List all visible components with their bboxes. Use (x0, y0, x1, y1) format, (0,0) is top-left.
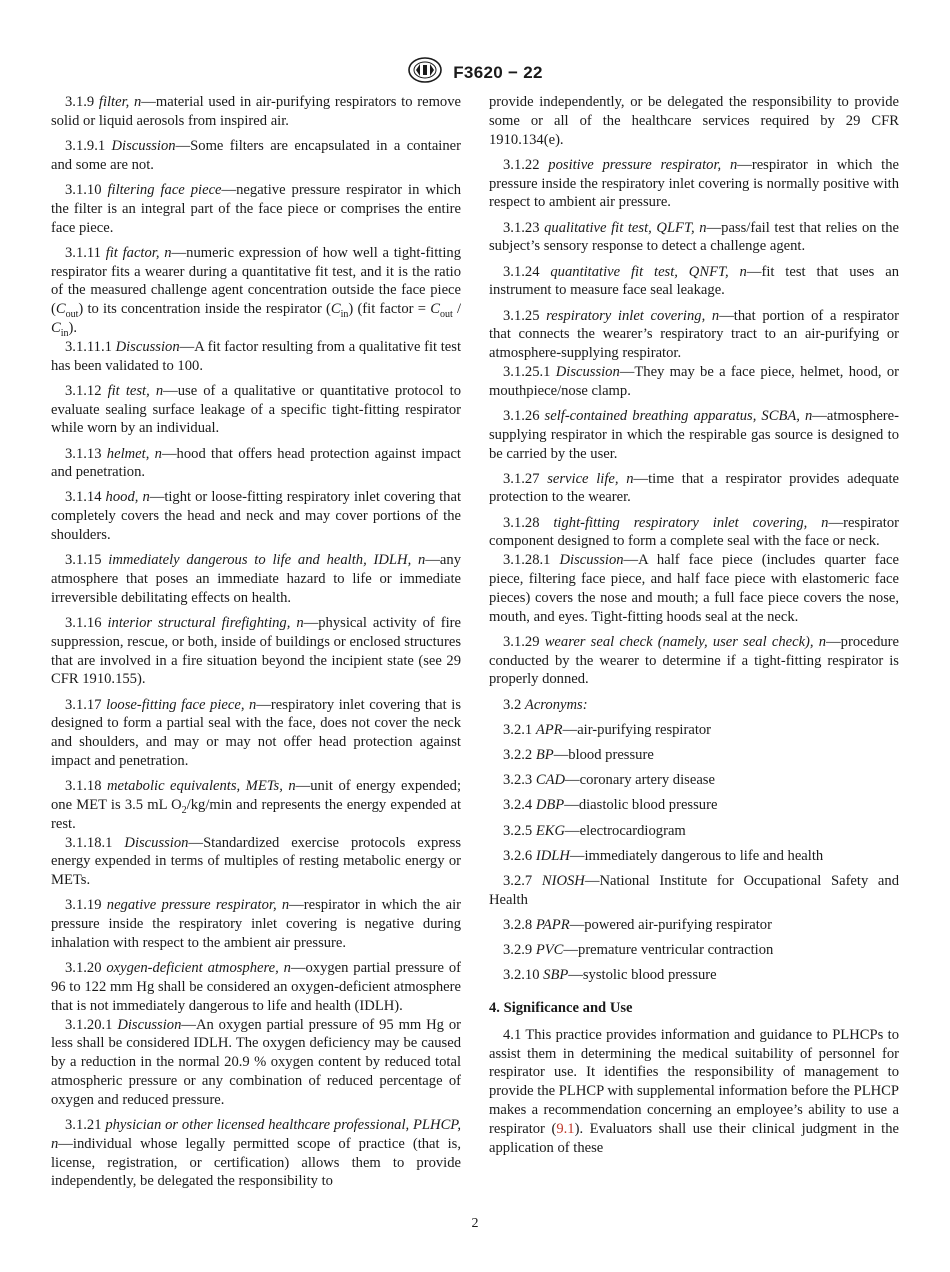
acronym-3-2-3: 3.2.3 CAD—coronary artery disease (503, 772, 715, 789)
def-3-1-11-1: 3.1.11.1 Discussion—A fit factor resulting from a qualitative fit test has been validated to 100. (51, 338, 461, 374)
left-column (51, 93, 461, 1198)
reference-link-9-1[interactable]: 9.1 (556, 1120, 575, 1137)
def-3-1-29: 3.1.29 wearer seal check (namely, user seal check), n—procedure conducted by the wearer to determine if a tight-fitting respirator is properly donned. (489, 633, 899, 688)
def-3-1-25: 3.1.25 respiratory inlet covering, n—that portion of a respirator that connects the wearer’s respiratory tract to an air-purifying or atmosphere-supplying respirator. (489, 307, 899, 362)
def-3-1-9-1: 3.1.9.1 Discussion—Some filters are encapsulated in a container and some are not. (51, 137, 461, 173)
def-3-1-10: 3.1.10 filtering face piece—negative pressure respirator in which the filter is an integral part of the face piece or comprises the entire face piece. (51, 181, 461, 236)
def-3-1-9: 3.1.9 filter, n—material used in air-purifying respirators to remove solid or liquid aerosols from inspired air. (51, 94, 461, 129)
acronym-3-2-8: 3.2.8 PAPR—powered air-purifying respirator (503, 916, 772, 933)
acronym-3-2-6: 3.2.6 IDLH—immediately dangerous to life and health (503, 847, 824, 864)
acronym-3-2-10: 3.2.10 SBP—systolic blood pressure (503, 967, 717, 984)
section-4-heading: 4. Significance and Use (489, 1000, 633, 1017)
acronym-3-2-7: 3.2.7 NIOSH—National Institute for Occupational Safety and Health (489, 872, 899, 908)
acronym-3-2-1: 3.2.1 APR—air-purifying respirator (503, 721, 712, 738)
page-number: 2 (471, 1216, 479, 1231)
def-3-1-24: 3.1.24 quantitative fit test, QNFT, n—fit test that uses an instrument to measure face seal leakage. (489, 263, 899, 299)
acronym-3-2-9: 3.2.9 PVC—premature ventricular contraction (503, 942, 774, 959)
def-3-1-15: 3.1.15 immediately dangerous to life and health, IDLH, n—any atmosphere that poses an immediate hazard to life or immediate irreversible debilitating effects on health. (51, 552, 461, 606)
astm-logo-icon (407, 56, 443, 89)
def-3-1-20-1: 3.1.20.1 Discussion—An oxygen partial pressure of 95 mm Hg or less shall be considered IDLH. The oxygen deficiency may be caused by a reduction in the normal 20.9 % oxygen content by reduced total atmospheric pressure or any combination of reduced percentage of oxygen and reduced pressure. (51, 1016, 461, 1108)
def-3-1-11: 3.1.11 fit factor, n—numeric expression of how well a tight-fitting respirator fits a wearer during a quantitative fit test, and it is the ratio of the measured challenge agent concentration outside the face piece $(C_{out})$ to its concentration inside the respirator $(C_{in})$ (fit factor = $C_{out} / C_{in}$). (51, 244, 461, 339)
def-3-1-26: 3.1.26 self-contained breathing apparatus, SCBA, n—atmosphere-supplying respirator in which the respirable gas source is designed to be carried by the user. (489, 407, 900, 462)
page-header (0, 56, 950, 89)
def-3-1-23: 3.1.23 qualitative fit test, QLFT, n—pass/fail test that relies on the subject’s sensory response to detect a challenge agent. (489, 219, 899, 255)
def-3-1-27: 3.1.27 service life, n—time that a respirator provides adequate protection to the wearer. (489, 470, 899, 506)
def-3-1-19: 3.1.19 negative pressure respirator, n—respirator in which the air pressure inside the respiratory inlet covering is negative during inhalation with respect to the ambient air pressure. (51, 897, 461, 951)
def-3-1-21-continued: provide independently, or be delegated the responsibility to provide some or all of the healthcare services required by 29 CFR 1910.134(e). (489, 94, 899, 148)
def-3-1-28-1: 3.1.28.1 Discussion—A half face piece (includes quarter face piece, filtering face piece, and half face piece with elastomeric face pieces) covers the nose and mouth; a full face piece covers the nose, mouth, and eyes. Tight-fitting hoods seal at the neck. (489, 552, 899, 625)
def-3-1-16: 3.1.16 interior structural firefighting, n—physical activity of fire suppression, rescue, or both, inside of buildings or enclosed structures that are involved in a fire situation beyond the incipient state (see 29 CFR 1910.155). (51, 615, 461, 688)
acronym-3-2-2: 3.2.2 BP—blood pressure (503, 747, 654, 763)
def-3-1-28: 3.1.28 tight-fitting respiratory inlet covering, n—respirator component designed to form a complete seal with the face or neck. (489, 514, 899, 550)
acronyms-heading: 3.2 Acronyms: (503, 696, 588, 713)
def-3-1-21: 3.1.21 physician or other licensed healthcare professional, PLHCP, n—individual whose legally permitted scope of practice (that is, license, registration, or certification) allows them to provide independently, be delegated the responsibility to (51, 1116, 461, 1190)
document-code: F3620 − 22 (453, 62, 543, 82)
section-4-1: 4.1 This practice provides information and guidance to PLHCPs to assist them in determining the medical suitability of personnel for respirator use. It identifies the responsibility of management to provide the PLHCP with supplemental information before the PLHCP makes a recommendation concerning an employee’s ability to use a respirator (9.1). Evaluators shall use their clinical judgment in the application of these (489, 1026, 899, 1156)
def-3-1-17: 3.1.17 loose-fitting face piece, n—respiratory inlet covering that is designed to form a partial seal with the face, does not cover the neck and shoulders, and may or may not offer head protection against impact and penetration. (51, 696, 462, 770)
def-3-1-18-1: 3.1.18.1 Discussion—Standardized exercise protocols express energy expended in terms of multiples of resting metabolic energy or METs. (51, 834, 461, 889)
def-3-1-12: 3.1.12 fit test, n—use of a qualitative or quantitative protocol to evaluate sealing surface leakage of a specific tight-fitting respirator while worn by an individual. (51, 382, 461, 437)
def-3-1-20: 3.1.20 oxygen-deficient atmosphere, n—oxygen partial pressure of 96 to 122 mm Hg shall be considered an oxygen-deficient atmosphere that is not immediately dangerous to life and health (IDLH). (51, 960, 461, 1014)
def-3-1-18: 3.1.18 metabolic equivalents, METs, n—unit of energy expended; one MET is 3.5 mL $O_2/kg/\min$ and represents the energy expended at rest. (51, 778, 462, 832)
right-column (489, 93, 899, 1164)
def-3-1-22: 3.1.22 positive pressure respirator, n—respirator in which the pressure inside the respiratory inlet covering is normally positive with respect to ambient air pressure. (489, 156, 899, 211)
acronym-3-2-4: 3.2.4 DBP—diastolic blood pressure (503, 797, 718, 814)
def-3-1-14: 3.1.14 hood, n—tight or loose-fitting respiratory inlet covering that completely covers the head and neck and may cover portions of the shoulders. (51, 489, 461, 544)
acronym-3-2-5: 3.2.5 EKG—electrocardiogram (503, 822, 686, 839)
def-3-1-25-1: 3.1.25.1 Discussion—They may be a face piece, helmet, hood, or mouthpiece/nose clamp. (489, 363, 899, 399)
def-3-1-13: 3.1.13 helmet, n—hood that offers head protection against impact and penetration. (51, 445, 461, 481)
